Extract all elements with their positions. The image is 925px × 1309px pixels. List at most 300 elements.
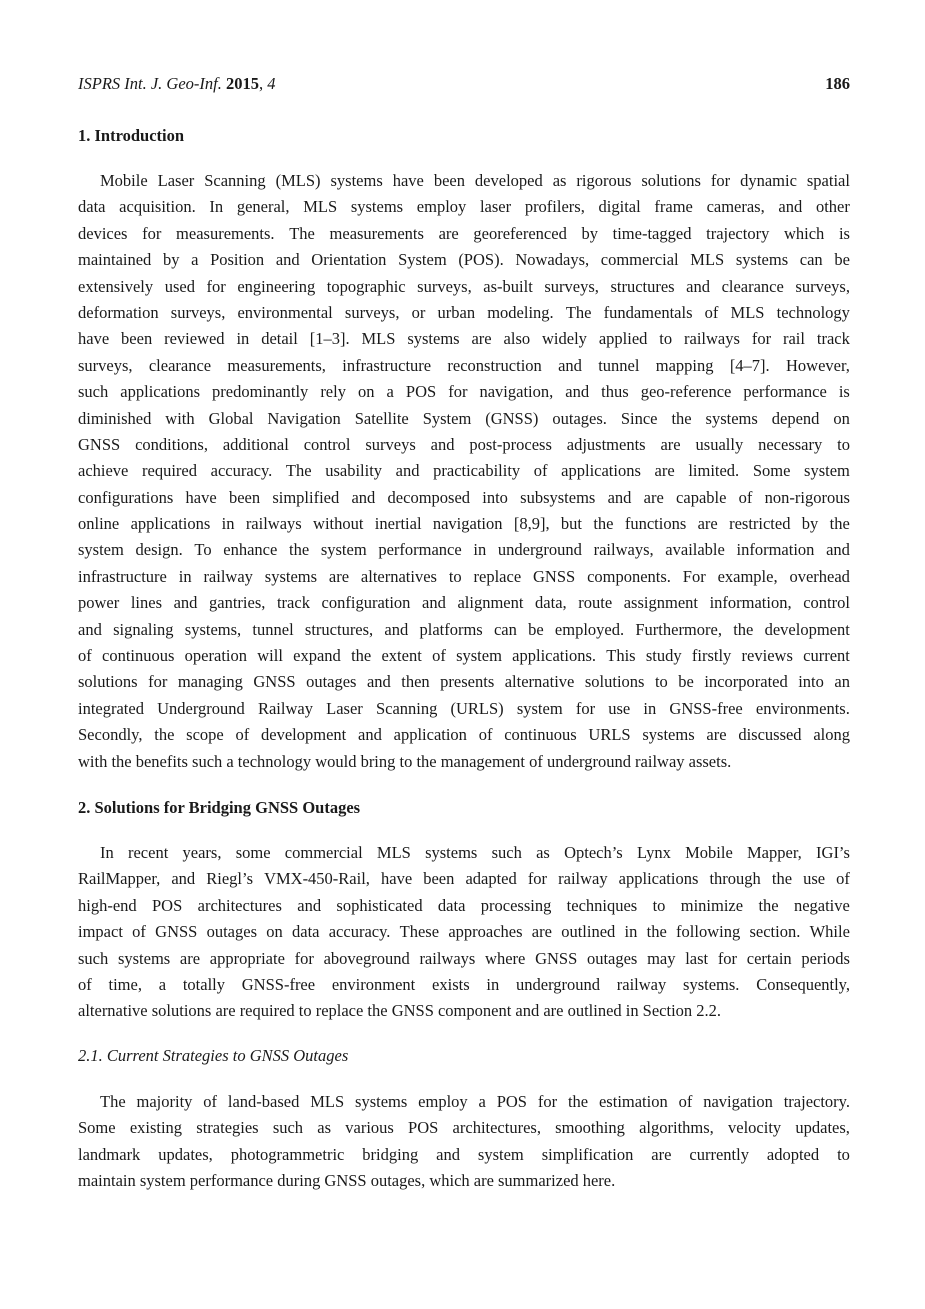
word: are [473,1171,494,1191]
word: data [292,922,320,942]
section-heading-introduction: 1. Introduction [78,126,185,145]
word: during [277,1171,321,1191]
text-line [78,274,850,300]
word: replace [473,566,522,586]
word: lines [130,593,162,613]
word: GNSS [533,566,576,586]
word: as [536,843,550,862]
word: such [272,1118,304,1138]
text-line [78,300,850,326]
text-line [78,168,850,194]
word: continuous [102,646,175,666]
word: on [833,408,850,428]
word: and [297,895,322,915]
word: operation [184,646,247,666]
word: rigorous [576,171,632,190]
word: of [78,974,92,994]
word: application [393,725,467,745]
word: system [320,540,367,560]
word: be [528,619,544,639]
word: various [345,1118,394,1138]
word: study [645,646,682,666]
text-line [78,696,850,722]
word: on [358,382,375,402]
word: environmental [237,302,333,322]
word: which [783,223,825,243]
word: of [132,922,146,942]
word: detail [261,329,298,349]
word: a [191,250,199,270]
text-line [78,326,850,352]
word: Laser [326,698,363,718]
word: environments. [755,698,850,718]
word: fundamentals [603,302,693,322]
word: in [178,566,192,586]
word: a [226,751,234,771]
word: in [625,1001,639,1021]
word: control [803,593,850,613]
word: systems [264,566,318,586]
word: into [482,487,508,507]
word: to [837,1144,850,1164]
word: architectures [197,895,282,915]
word: engineering [237,276,316,296]
word: GNSS-free [241,974,316,994]
word: For [682,566,706,586]
word: and [565,382,590,402]
word: following [676,922,741,942]
word: then [401,672,430,692]
word: systems [425,843,478,862]
text-line [78,194,850,220]
word: sophisticated [336,895,423,915]
word: discussed [738,725,802,745]
word: and [430,434,455,454]
word: applications [561,461,641,481]
word: here. [582,1171,616,1191]
word: be [834,250,850,270]
word: Consequently, [756,974,850,994]
word: inertial [374,514,422,534]
text-line [78,998,850,1024]
word: depend [771,408,820,428]
word: laser [479,197,512,217]
word: To [194,540,212,560]
word: presents [440,672,495,692]
word: railways, [593,540,654,560]
word: current [803,646,850,666]
word: surveys, [544,276,599,296]
word: outlined [567,1001,622,1021]
text-line [78,247,850,273]
word: systems [735,250,789,270]
word: development [261,725,347,745]
word: trajectory. [783,1092,850,1111]
word: in [624,922,638,942]
word: control [303,434,351,454]
word: structures [610,276,675,296]
word: Mobile [685,843,733,862]
word: estimation [598,1092,668,1111]
running-header [78,73,850,95]
word: Railway [257,698,313,718]
word: techniques [566,895,638,915]
word: or [411,302,426,322]
word: systems. [683,974,740,994]
word: example, [717,566,778,586]
word: POS [152,895,183,915]
word: railways [684,329,740,349]
word: required [239,1001,295,1021]
word: functions [624,514,687,534]
word: diminished [78,408,152,428]
word: with [78,751,108,771]
text-line [78,919,850,945]
word: data, [535,593,567,613]
text-line [78,840,850,866]
word: surveys, [78,355,133,375]
word: VMX-450-Rail, [264,869,370,889]
word: In [100,843,114,862]
word: years, [182,843,222,862]
word: and [384,619,409,639]
word: Section [642,1001,693,1021]
word: the [671,408,692,428]
word: railway [558,869,608,889]
word: simplified [272,487,340,507]
word: are [471,329,492,349]
word: (URLS) [450,698,504,718]
word: clearance [721,276,784,296]
word: performance [743,382,827,402]
word: structures, [304,619,374,639]
word: modeling. [487,302,554,322]
word: commercial [284,843,363,862]
word: and [275,250,300,270]
word: digital [598,197,641,217]
word: The [289,223,315,243]
word: thus [601,382,629,402]
word: outlined [561,922,616,942]
word: processing [480,895,552,915]
word: deformation [78,302,159,322]
word: System [422,408,472,428]
word: rail [782,329,805,349]
text-line [78,1115,850,1141]
word: spatial [806,171,850,190]
word: railway [203,566,253,586]
word: where [485,948,526,968]
word: Mobile [100,171,148,190]
text-line [78,511,850,537]
word: into [798,672,824,692]
word: cameras, [706,197,765,217]
word: and [422,593,446,613]
word: currently [689,1144,749,1164]
word: devices [78,223,128,243]
word: usability [325,461,383,481]
word: MLS [361,329,396,349]
word: GNSS [324,1171,367,1191]
text-line [78,590,850,616]
word: and [607,487,632,507]
word: systems [355,1092,408,1111]
word: components. [587,566,671,586]
word: alternative [504,672,575,692]
word: to [837,434,850,454]
word: to [298,1001,312,1021]
paragraph-current-strategies [78,1089,850,1195]
word: the [646,922,667,942]
word: systems [642,725,695,745]
word: decomposed [387,487,471,507]
volume-number: 4 [267,74,276,93]
text-line [78,221,850,247]
word: for [717,948,738,968]
word: bridging [362,1144,419,1164]
word: geo-reference [640,382,732,402]
word: alternative [78,1001,148,1021]
word: available [665,540,725,560]
word: Orientation [311,250,387,270]
word: management [440,751,525,771]
word: summarized [498,1171,579,1191]
word: The [565,302,592,322]
word: maintain [78,1171,136,1191]
word: and [826,540,850,560]
word: of [533,461,548,481]
word: on [266,922,283,942]
word: employ [418,1092,468,1111]
word: Lynx [636,843,671,862]
word: applications [130,514,211,534]
word: clearance [148,355,212,375]
word: component [437,1001,512,1021]
word: and [358,725,382,745]
word: subsystems [520,487,596,507]
text-line [78,617,850,643]
word: have [78,329,110,349]
word: GNSS-free [669,698,743,718]
word: and [515,1001,540,1021]
word: architectures, [452,1118,541,1138]
word: navigation [703,1092,773,1111]
word: used [164,276,195,296]
word: 2.2. [696,1001,722,1021]
word: are [179,948,201,968]
word: certain [746,948,792,968]
word: necessary [758,434,823,454]
word: general, [236,197,290,217]
word: to [652,895,666,915]
word: by [801,514,819,534]
word: been [433,171,465,190]
word: land-based [227,1092,300,1111]
word: information [736,540,815,560]
word: Underground [157,698,245,718]
word: Global [208,408,254,428]
word: accuracy. [210,461,273,481]
word: for [448,382,468,402]
text-line [78,972,850,998]
word: technology [776,302,850,322]
word: infrastructure [78,566,167,586]
word: of [836,869,850,889]
word: the [154,725,175,745]
text-line [78,669,850,695]
word: other [815,197,850,217]
word: profilers, [524,197,585,217]
word: of [529,751,543,771]
word: with [165,408,195,428]
word: benefits [135,751,188,771]
word: limited. [688,461,740,481]
word: system [477,1144,524,1164]
word: urban [437,302,476,322]
word: assets. [688,751,732,771]
word: (MLS) [275,171,321,190]
word: required [142,461,197,481]
word: GNSS [78,434,121,454]
word: the [111,751,132,771]
section-heading-solutions: 2. Solutions for Bridging GNSS Outages [78,798,361,817]
word: are [531,922,552,942]
word: smoothing [555,1118,625,1138]
word: been [228,487,261,507]
word: algorithms, [639,1118,714,1138]
word: POS [408,1118,439,1138]
word: alternatives [360,566,437,586]
word: and [78,619,102,639]
word: surveys, [344,302,400,322]
word: for [537,1092,558,1111]
word: railway [616,974,667,994]
word: surveys, [170,302,226,322]
word: simplification [541,1144,634,1164]
word: online [78,514,120,534]
word: in [236,329,250,349]
word: infrastructure [342,355,432,375]
word: system [456,646,502,666]
word: a [158,974,167,994]
word: the [771,869,793,889]
word: the [416,751,437,771]
word: have [381,869,413,889]
word: usually [695,434,744,454]
word: periods [801,948,850,968]
word: of [738,487,753,507]
text-line [78,1168,850,1194]
word: updates, [795,1118,850,1138]
word: appropriate [209,948,285,968]
word: Scanning [375,698,438,718]
word: reconstruction [447,355,542,375]
word: for [294,948,314,968]
word: achieve [78,461,129,481]
word: the [758,895,779,915]
paragraph-introduction [78,168,850,775]
word: photogrammetric [230,1144,345,1164]
word: surveys, [417,276,472,296]
word: are [438,223,459,243]
word: configuration [321,593,411,613]
word: strategies [196,1118,259,1138]
word: design. [135,540,183,560]
word: solutions [641,171,701,190]
word: Furthermore, [635,619,722,639]
text-line [78,379,850,405]
word: some [235,843,271,862]
word: mapping [655,355,714,375]
word: Satellite [354,408,409,428]
word: as [317,1118,332,1138]
word: last [685,948,709,968]
word: This [606,646,636,666]
word: use [608,698,631,718]
word: can [493,619,517,639]
word: are [697,514,718,534]
word: an [834,672,850,692]
word: surveys [365,434,416,454]
word: for [527,869,548,889]
word: MLS [730,302,765,322]
text-line [78,406,850,432]
word: RailMapper, [78,869,161,889]
word: of [78,646,92,666]
word: systems [117,948,171,968]
word: adjustments [566,434,646,454]
word: non-rigorous [764,487,850,507]
word: [1–3]. [309,329,350,349]
word: MLS [303,197,338,217]
word: commercial [600,250,679,270]
word: [8,9], [513,514,550,534]
word: developed [474,171,543,190]
word: MLS [376,843,411,862]
word: alignment [457,593,524,613]
word: maintained [78,250,152,270]
word: are [215,1001,236,1021]
word: are [660,434,681,454]
word: have [185,487,217,507]
word: are [654,461,675,481]
word: environment [331,974,416,994]
word: underground [516,974,601,994]
word: data [437,895,466,915]
word: surveys, [795,276,850,296]
word: and [171,869,196,889]
text-line [78,1142,850,1168]
word: applications. [512,646,597,666]
word: in [643,698,657,718]
word: extent [381,646,422,666]
word: (GNSS) [485,408,539,428]
word: Some [752,461,791,481]
word: reviewed [164,329,225,349]
text-line [78,485,850,511]
word: without [313,514,364,534]
word: trajectory [706,223,770,243]
word: underground [497,540,582,560]
word: negative [793,895,850,915]
word: of [478,725,493,745]
word: track [816,329,850,349]
word: performance [189,1171,274,1191]
word: georeferenced [473,223,567,243]
word: such [78,382,109,402]
text-line [78,564,850,590]
word: replace [315,1001,364,1021]
